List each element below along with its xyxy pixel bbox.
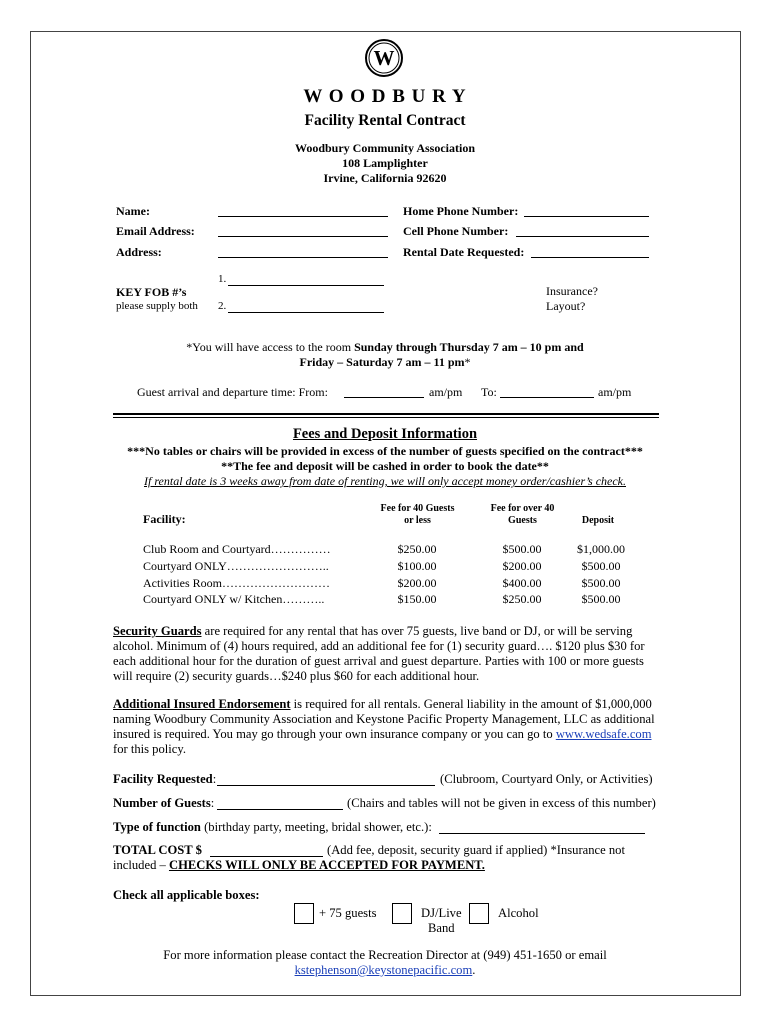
arrival-time-field[interactable] [344, 397, 424, 398]
facility-requested-field[interactable] [217, 785, 435, 786]
fee-40-header-line1: Fee for 40 Guests [380, 503, 455, 514]
total-cost-label: TOTAL COST $ [113, 843, 202, 857]
function-type-field[interactable] [439, 833, 645, 834]
departure-ampm: am/pm [598, 385, 632, 399]
fee-row-fee40: $200.00 [397, 576, 437, 590]
fee-row-fee-over: $500.00 [502, 542, 542, 556]
fee-row-deposit: $500.00 [581, 592, 621, 606]
fee-row-facility: Courtyard ONLY w/ Kitchen……….. [143, 592, 325, 606]
security-guards-line4: will require (2) security guards…$240 plus $60 for each additional hour. [113, 669, 480, 683]
checkbox-dj-live-band[interactable] [392, 903, 412, 924]
checkbox-alcohol[interactable] [469, 903, 489, 924]
fees-note-tables: ***No tables or chairs will be provided in excess of the number of guests specified on the contract*** [127, 444, 643, 458]
checkbox-dj-label-line1: DJ/Live [421, 906, 462, 920]
fee-row-fee40: $250.00 [397, 542, 437, 556]
checkbox-dj-label-line2: Band [428, 921, 455, 935]
keyfob-1-number: 1. [218, 273, 227, 285]
function-type-label: Type of function (birthday party, meeting, bridal shower, etc.): [113, 820, 432, 834]
cell-phone-label: Cell Phone Number: [403, 224, 509, 238]
name-label: Name: [116, 204, 150, 218]
brand-name: W O O D B U R Y [303, 86, 467, 107]
arrival-ampm: am/pm [429, 385, 463, 399]
checkbox-75-guests[interactable] [294, 903, 314, 924]
fee-row-facility: Activities Room……………………… [143, 576, 330, 590]
security-guards-line3: each additional hour for the duration of guest arrival and guest departure. Parties with 100 or more guests [113, 654, 644, 668]
cell-phone-field[interactable] [516, 236, 649, 237]
home-phone-field[interactable] [524, 216, 649, 217]
fee-row-fee40: $100.00 [397, 559, 437, 573]
org-city: Irvine, California 92620 [323, 171, 447, 185]
section-divider-top [113, 413, 659, 415]
fees-note-money-order: If rental date is 3 weeks away from date of renting, we will only accept money order/cashier’s check. [143, 474, 626, 488]
keyfob-2-number: 2. [218, 300, 227, 312]
layout-label: Layout? [546, 299, 586, 313]
page-title: Facility Rental Contract [304, 112, 466, 129]
fee-40-header-line2: or less [404, 515, 431, 526]
keyfob-1-field[interactable] [228, 285, 384, 286]
keyfob-label: KEY FOB #’s [116, 285, 187, 299]
fee-row-facility: Courtyard ONLY…………………….. [143, 559, 329, 573]
departure-time-field[interactable] [500, 397, 594, 398]
total-cost-field[interactable] [210, 856, 323, 857]
total-cost-note: (Add fee, deposit, security guard if applied) *Insurance not [327, 843, 625, 857]
access-hours-line2: Friday – Saturday 7 am – 11 pm* [299, 355, 471, 369]
org-name: Woodbury Community Association [294, 141, 476, 155]
fee-row-deposit: $1,000.00 [577, 542, 625, 556]
fee-row-deposit: $500.00 [581, 559, 621, 573]
fee-over-40-header-line1: Fee for over 40 [490, 503, 555, 514]
facility-requested-label: Facility Requested: [113, 772, 217, 786]
facility-column-header: Facility: [143, 512, 186, 526]
fee-row-fee40: $150.00 [397, 592, 437, 606]
security-guards-line2: alcohol. Minimum of (4) hours required, add an additional fee for (1) security guard…. $120 plus $30 for [113, 639, 645, 653]
insured-line4: for this policy. [113, 742, 186, 756]
guest-time-from-label: Guest arrival and departure time: From: [137, 385, 328, 399]
insured-line1: Additional Insured Endorsement is required for all rentals. General liability in the amount of $1,000,000 [113, 697, 652, 711]
fee-over-40-header-line2: Guests [508, 515, 537, 526]
fee-row-fee-over: $400.00 [502, 576, 542, 590]
insured-line2: naming Woodbury Community Association and Keystone Pacific Property Management, LLC as additional [113, 712, 655, 726]
security-guards-line1: Security Guards are required for any rental that has over 75 guests, live band or DJ, or will be serving [113, 624, 633, 638]
fee-row-deposit: $500.00 [581, 576, 621, 590]
check-boxes-heading: Check all applicable boxes: [113, 888, 260, 902]
rental-date-field[interactable] [531, 257, 649, 258]
rental-date-label: Rental Date Requested: [403, 245, 525, 259]
insurance-label: Insurance? [546, 284, 598, 298]
checkbox-75-guests-label: + 75 guests [319, 906, 377, 920]
email-label: Email Address: [116, 224, 195, 238]
logo-letter: W [373, 46, 395, 70]
checkbox-alcohol-label: Alcohol [498, 906, 539, 920]
wedsafe-link[interactable]: www.wedsafe.com [555, 727, 652, 741]
home-phone-label: Home Phone Number: [403, 204, 519, 218]
keyfob-sub: please supply both [116, 300, 198, 312]
fees-heading: Fees and Deposit Information [292, 426, 478, 442]
fee-row-facility: Club Room and Courtyard…………… [143, 542, 331, 556]
name-field[interactable] [218, 216, 388, 217]
number-of-guests-label: Number of Guests: [113, 796, 215, 810]
payment-checks-notice: included – CHECKS WILL ONLY BE ACCEPTED FOR PAYMENT. [113, 858, 485, 872]
fee-row-fee-over: $200.00 [502, 559, 542, 573]
email-field[interactable] [218, 236, 388, 237]
footer-contact-line: For more information please contact the Recreation Director at (949) 451-1650 or email [163, 948, 607, 962]
fee-row-fee-over: $250.00 [502, 592, 542, 606]
keyfob-2-field[interactable] [228, 312, 384, 313]
insured-line3: insured is required. You may go through your own insurance company or you can go to www.wedsafe.com [113, 727, 652, 741]
footer-email-line: kstephenson@keystonepacific.com. [294, 963, 476, 977]
fees-note-cashed: **The fee and deposit will be cashed in order to book the date** [221, 459, 549, 473]
section-divider-bottom [113, 417, 659, 418]
facility-requested-note: (Clubroom, Courtyard Only, or Activities) [440, 772, 653, 786]
access-hours-line1: *You will have access to the room Sunday through Thursday 7 am – 10 pm and [186, 340, 584, 354]
woodbury-logo-icon [364, 38, 404, 78]
recreation-director-email-link[interactable]: kstephenson@keystonepacific.com [294, 963, 473, 977]
number-of-guests-note: (Chairs and tables will not be given in excess of this number) [347, 796, 656, 810]
address-label: Address: [116, 245, 162, 259]
org-street: 108 Lamplighter [342, 156, 428, 170]
deposit-header: Deposit [581, 515, 615, 526]
number-of-guests-field[interactable] [217, 809, 343, 810]
address-field[interactable] [218, 257, 388, 258]
guest-time-to-label: To: [481, 385, 497, 399]
